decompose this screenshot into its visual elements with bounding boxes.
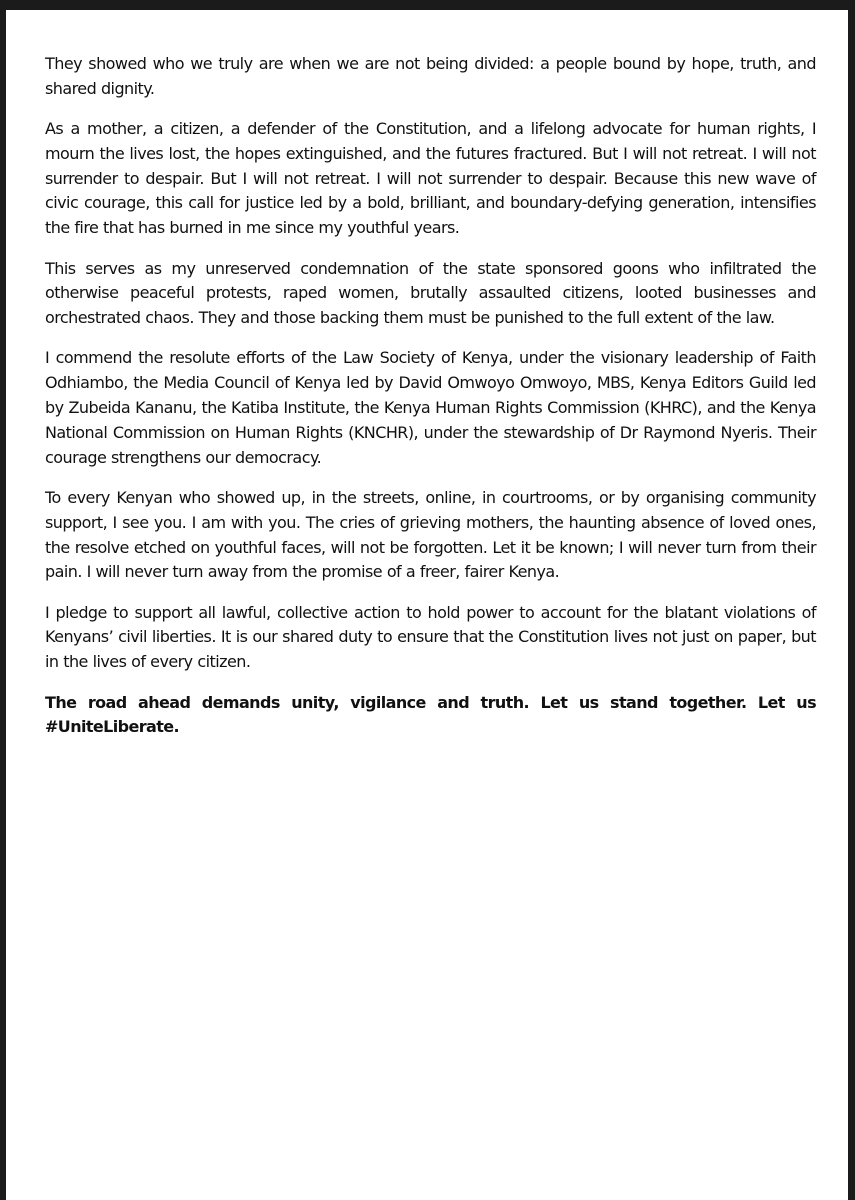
document-page <box>6 10 848 1200</box>
document-body <box>45 52 816 756</box>
paragraph-shared-dignity: They showed who we truly are when we are not being divided: a people bound by hope, truth, and shared dignity. <box>45 54 816 98</box>
paragraph-commendation: I commend the resolute efforts of the Law Society of Kenya, under the visionary leadership of Faith Odhiambo, the Media Council of Kenya led by David Omwoyo Omwoyo, MBS, Kenya Editors Guild led by Zubeida Kananu, the Katiba Institute, the Kenya Human Rights Commission (KHRC), and the Kenya National Commission on Human Rights (KNCHR), under the stewardship of Dr Raymond Nyeris. Their courage strengthens our democracy. <box>45 348 816 467</box>
paragraph-pledge: I pledge to support all lawful, collective action to hold power to account for the blatant violations of Kenyans’ civil liberties. It is our shared duty to ensure that the Constitution lives not just on paper, but in the lives of every citizen. <box>45 602 816 672</box>
paragraph-mourning: As a mother, a citizen, a defender of the Constitution, and a lifelong advocate for human rights, I mourn the lives lost, the hopes extinguished, and the futures fractured. But I will not retreat. I will not surrender to despair. But I will not retreat. I will not surrender to despair. Because this new wave of civic courage, this call for justice led by a bold, brilliant, and boundary-defying generation, intensifies the fire that has burned in me since my youthful years. <box>45 119 816 238</box>
paragraph-condemnation: This serves as my unreserved condemnation of the state sponsored goons who infiltrated the otherwise peaceful protests, raped women, brutally assaulted citizens, looted businesses and orchestrated chaos. They and those backing them must be punished to the full extent of the law. <box>45 258 816 328</box>
closing-statement: The road ahead demands unity, vigilance and truth. Let us stand together. Let us #UniteLiberate. <box>45 692 816 737</box>
paragraph-to-every-kenyan: To every Kenyan who showed up, in the streets, online, in courtrooms, or by organising community support, I see you. I am with you. The cries of grieving mothers, the haunting absence of loved ones, the resolve etched on youthful faces, will not be forgotten. Let it be known; I will never turn from their pain. I will never turn away from the promise of a freer, fairer Kenya. <box>45 487 816 582</box>
